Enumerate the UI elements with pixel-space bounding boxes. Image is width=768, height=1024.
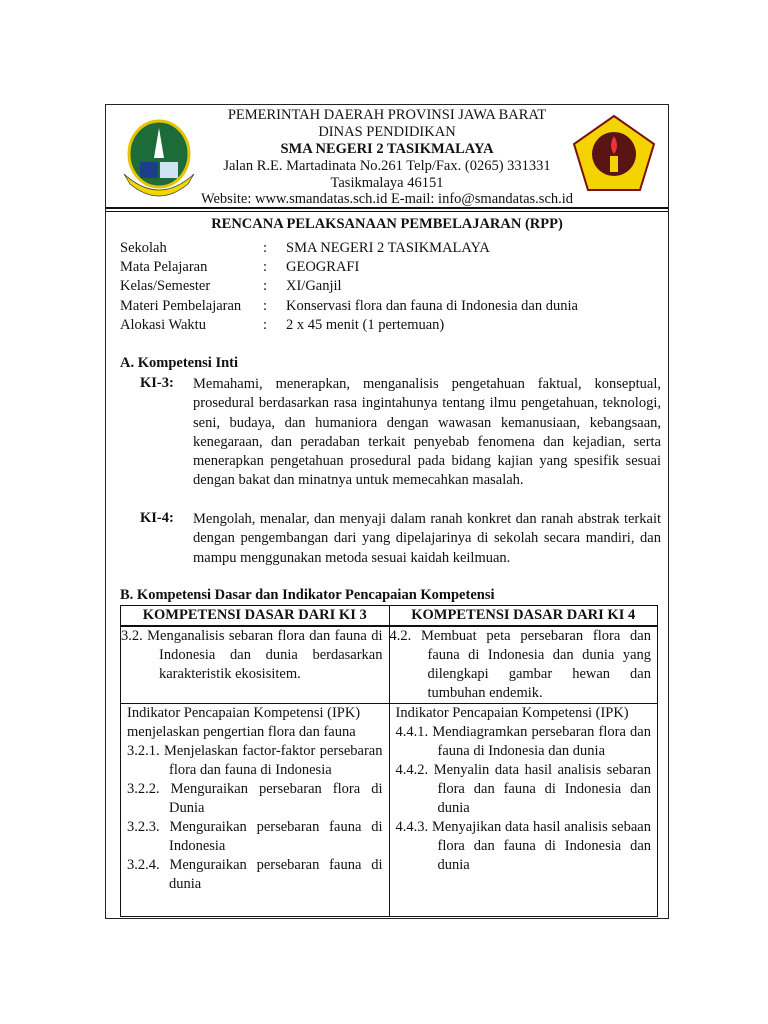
ki3-label: KI-3: (140, 375, 174, 391)
info-label: Sekolah (120, 240, 167, 256)
info-colon: : (263, 259, 268, 276)
ipk3-title: Indikator Pencapaian Kompetensi (IPK) (127, 705, 361, 721)
info-value: Konservasi flora dan fauna di Indonesia dan dunia (286, 297, 578, 314)
table-row (121, 626, 658, 704)
indicator-item: 3.2.4. Menguraikan persebaran fauna di dunia (127, 857, 383, 892)
section-b-heading: B. Kompetensi Dasar dan Indikator Pencapaian Kompetensi (120, 587, 495, 603)
ki4-text: Mengolah, menalar, dan menyaji dalam ranah konkret dan ranah abstrak terkait dengan pengembangan dari yang dipelajarinya di sekolah secara mandiri, dan mampu menggunakan metoda sesuai kaidah keilmuan. (193, 511, 661, 566)
table-header-row (121, 606, 658, 627)
header-kd3: KOMPETENSI DASAR DARI KI 3 (121, 606, 390, 627)
indicator-item: 3.2.1. Menjelaskan factor-faktor persebaran flora dan fauna di Indonesia (127, 743, 383, 778)
table-row (121, 704, 658, 917)
info-value: SMA NEGERI 2 TASIKMALAYA (286, 240, 490, 256)
header-school-name: SMA NEGERI 2 TASIKMALAYA (280, 141, 494, 157)
indicator-item: 3.2.2. Menguraikan persebaran flora di Dunia (127, 781, 383, 816)
ipk3-subtitle: menjelaskan pengertian flora dan fauna (127, 724, 356, 740)
indicator-item: 3.2.3. Menguraikan persebaran fauna di Indonesia (127, 819, 383, 854)
info-value: GEOGRAFI (286, 259, 360, 276)
info-colon: : (263, 297, 268, 314)
competency-table (120, 605, 658, 917)
document-title: RENCANA PELAKSANAAN PEMBELAJARAN (RPP) (211, 216, 563, 232)
header-address: Jalan R.E. Martadinata No.261 Telp/Fax. (0265) 331331 (223, 158, 551, 174)
ki4-label: KI-4: (140, 510, 174, 526)
header-kd4: KOMPETENSI DASAR DARI KI 4 (389, 606, 658, 627)
indicator-item: 4.4.1. Mendiagramkan persebaran flora dan fauna di Indonesia dan dunia (395, 724, 651, 759)
section-a-heading: A. Kompetensi Inti (120, 355, 239, 371)
info-label: Mata Pelajaran (120, 259, 208, 276)
info-colon: : (263, 316, 268, 333)
kd3-cell: 3.2. Menganalisis sebaran flora dan fauna di Indonesia dan dunia berdasarkan karakteristik ekosisitem. (121, 626, 390, 704)
info-label: Kelas/Semester (120, 278, 211, 295)
info-label: Materi Pembelajaran (120, 297, 242, 314)
header-government: PEMERINTAH DAERAH PROVINSI JAWA BARAT (227, 107, 547, 123)
ki3-text: Memahami, menerapkan, menganalisis pengetahuan faktual, konseptual, prosedural berdasarkan rasa ingintahunya tentang ilmu pengetahuan, teknologi, seni, budaya, dan humaniora dengan wawasan kemanusiaan, kebangsaan, kenegaraan, dan peradaban terkait penyebab fenomena dan kejadian, serta menerapkan pengetahuan prosedural pada bidang kajian yang spesifik sesuai dengan bakat dan minatnya untuk memecahkan masalah. (193, 376, 661, 489)
ipk4-cell (389, 704, 658, 917)
info-label: Alokasi Waktu (120, 316, 206, 333)
kd4-cell: 4.2. Membuat peta persebaran flora dan fauna di Indonesia dan dunia yang dilengkapi gambar hewan dan tumbuhan endemik. (389, 626, 658, 704)
info-value: XI/Ganjil (286, 278, 342, 295)
info-colon: : (263, 240, 268, 256)
header-contact: Website: www.smandatas.sch.id E-mail: info@smandatas.sch.id (200, 191, 574, 207)
indicator-item: 4.4.2. Menyalin data hasil analisis sebaran flora dan fauna di Indonesia dan dunia (395, 762, 651, 816)
ipk3-cell (121, 704, 390, 917)
header-city: Tasikmalaya 46151 (330, 175, 444, 191)
header-divider-thin (106, 211, 668, 212)
ipk4-title: Indikator Pencapaian Kompetensi (IPK) (395, 705, 629, 721)
info-value: 2 x 45 menit (1 pertemuan) (286, 316, 445, 333)
header-department: DINAS PENDIDIKAN (318, 124, 456, 140)
header-divider (106, 207, 668, 209)
indicator-item: 4.4.3. Menyajikan data hasil analisis sebaan flora dan fauna di Indonesia dan dunia (395, 819, 651, 873)
info-colon: : (263, 278, 268, 295)
